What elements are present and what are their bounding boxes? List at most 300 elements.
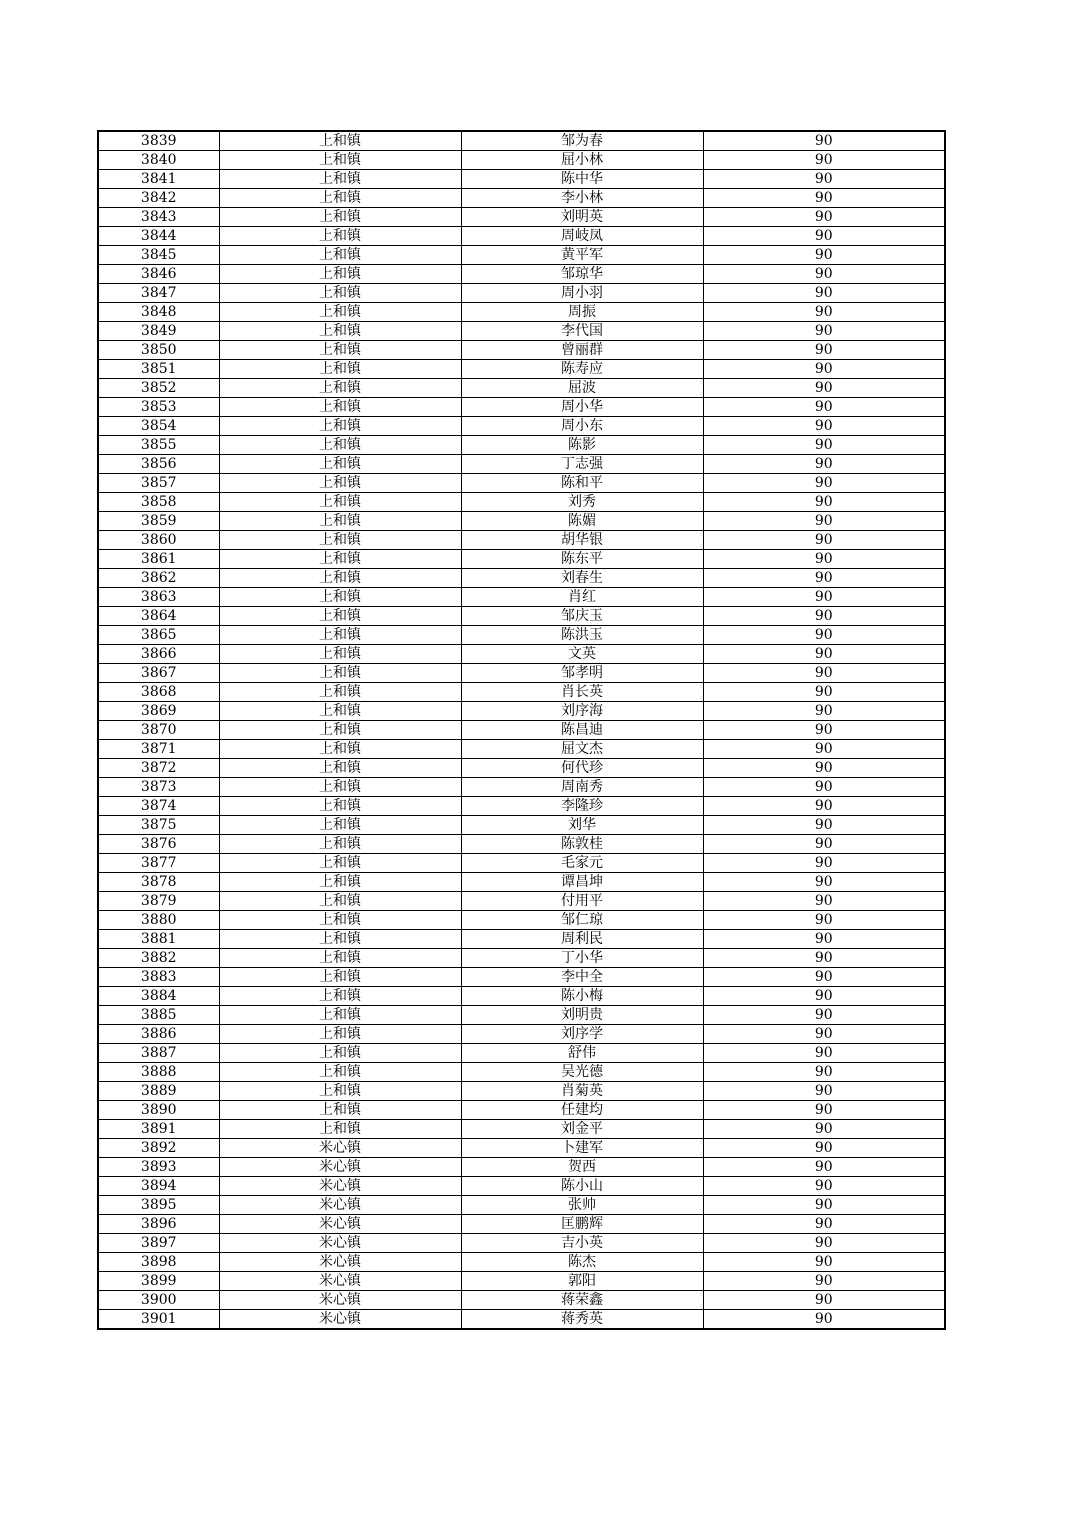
table-row xyxy=(98,835,945,854)
town-cell: 米心镇 xyxy=(219,1177,461,1196)
row-number-cell: 3844 xyxy=(98,227,219,246)
row-number-cell: 3855 xyxy=(98,436,219,455)
score-cell: 90 xyxy=(703,1253,945,1272)
town-cell: 上和镇 xyxy=(219,835,461,854)
name-cell: 屈小林 xyxy=(461,151,703,170)
score-cell: 90 xyxy=(703,1139,945,1158)
score-cell: 90 xyxy=(703,1101,945,1120)
table-row xyxy=(98,740,945,759)
score-cell: 90 xyxy=(703,455,945,474)
town-cell: 上和镇 xyxy=(219,1120,461,1139)
row-number-cell: 3882 xyxy=(98,949,219,968)
town-cell: 米心镇 xyxy=(219,1310,461,1330)
score-cell: 90 xyxy=(703,1291,945,1310)
name-cell: 刘金平 xyxy=(461,1120,703,1139)
row-number-cell: 3889 xyxy=(98,1082,219,1101)
score-cell: 90 xyxy=(703,436,945,455)
score-cell: 90 xyxy=(703,512,945,531)
row-number-cell: 3872 xyxy=(98,759,219,778)
table-body xyxy=(98,131,945,1329)
row-number-cell: 3901 xyxy=(98,1310,219,1330)
score-cell: 90 xyxy=(703,246,945,265)
row-number-cell: 3846 xyxy=(98,265,219,284)
row-number-cell: 3848 xyxy=(98,303,219,322)
row-number-cell: 3843 xyxy=(98,208,219,227)
row-number-cell: 3880 xyxy=(98,911,219,930)
table-row xyxy=(98,721,945,740)
row-number-cell: 3841 xyxy=(98,170,219,189)
table-row xyxy=(98,265,945,284)
table-row xyxy=(98,664,945,683)
table-row xyxy=(98,1177,945,1196)
score-cell: 90 xyxy=(703,550,945,569)
table-row xyxy=(98,436,945,455)
score-cell: 90 xyxy=(703,987,945,1006)
table-row xyxy=(98,683,945,702)
score-cell: 90 xyxy=(703,227,945,246)
score-cell: 90 xyxy=(703,131,945,151)
town-cell: 上和镇 xyxy=(219,398,461,417)
name-cell: 李隆珍 xyxy=(461,797,703,816)
row-number-cell: 3883 xyxy=(98,968,219,987)
name-cell: 刘华 xyxy=(461,816,703,835)
row-number-cell: 3847 xyxy=(98,284,219,303)
score-cell: 90 xyxy=(703,265,945,284)
name-cell: 陈小山 xyxy=(461,1177,703,1196)
table-row xyxy=(98,455,945,474)
score-cell: 90 xyxy=(703,721,945,740)
score-cell: 90 xyxy=(703,949,945,968)
table-row xyxy=(98,645,945,664)
score-cell: 90 xyxy=(703,797,945,816)
table-row xyxy=(98,1101,945,1120)
score-cell: 90 xyxy=(703,379,945,398)
town-cell: 上和镇 xyxy=(219,911,461,930)
score-cell: 90 xyxy=(703,1310,945,1330)
score-cell: 90 xyxy=(703,1177,945,1196)
score-cell: 90 xyxy=(703,588,945,607)
name-cell: 文英 xyxy=(461,645,703,664)
row-number-cell: 3895 xyxy=(98,1196,219,1215)
table-row xyxy=(98,911,945,930)
row-number-cell: 3860 xyxy=(98,531,219,550)
name-cell: 贺西 xyxy=(461,1158,703,1177)
row-number-cell: 3899 xyxy=(98,1272,219,1291)
table-row xyxy=(98,797,945,816)
name-cell: 卜建军 xyxy=(461,1139,703,1158)
town-cell: 米心镇 xyxy=(219,1158,461,1177)
table-row xyxy=(98,930,945,949)
town-cell: 上和镇 xyxy=(219,873,461,892)
name-cell: 丁小华 xyxy=(461,949,703,968)
score-cell: 90 xyxy=(703,1044,945,1063)
row-number-cell: 3881 xyxy=(98,930,219,949)
name-cell: 陈东平 xyxy=(461,550,703,569)
table-row xyxy=(98,208,945,227)
score-cell: 90 xyxy=(703,531,945,550)
town-cell: 米心镇 xyxy=(219,1196,461,1215)
town-cell: 上和镇 xyxy=(219,512,461,531)
name-cell: 周南秀 xyxy=(461,778,703,797)
row-number-cell: 3842 xyxy=(98,189,219,208)
town-cell: 上和镇 xyxy=(219,987,461,1006)
town-cell: 上和镇 xyxy=(219,1063,461,1082)
town-cell: 上和镇 xyxy=(219,265,461,284)
name-cell: 肖长英 xyxy=(461,683,703,702)
name-cell: 邹仁琼 xyxy=(461,911,703,930)
row-number-cell: 3863 xyxy=(98,588,219,607)
name-cell: 张帅 xyxy=(461,1196,703,1215)
town-cell: 上和镇 xyxy=(219,607,461,626)
score-cell: 90 xyxy=(703,1158,945,1177)
score-cell: 90 xyxy=(703,341,945,360)
town-cell: 上和镇 xyxy=(219,303,461,322)
row-number-cell: 3891 xyxy=(98,1120,219,1139)
row-number-cell: 3864 xyxy=(98,607,219,626)
name-cell: 周岐凤 xyxy=(461,227,703,246)
name-cell: 胡华银 xyxy=(461,531,703,550)
score-cell: 90 xyxy=(703,968,945,987)
row-number-cell: 3857 xyxy=(98,474,219,493)
table-row xyxy=(98,816,945,835)
row-number-cell: 3873 xyxy=(98,778,219,797)
town-cell: 上和镇 xyxy=(219,417,461,436)
name-cell: 陈敦桂 xyxy=(461,835,703,854)
town-cell: 上和镇 xyxy=(219,474,461,493)
town-cell: 米心镇 xyxy=(219,1291,461,1310)
town-cell: 上和镇 xyxy=(219,455,461,474)
row-number-cell: 3893 xyxy=(98,1158,219,1177)
name-cell: 邹庆玉 xyxy=(461,607,703,626)
table-row xyxy=(98,417,945,436)
table-row xyxy=(98,322,945,341)
name-cell: 邹琼华 xyxy=(461,265,703,284)
name-cell: 蒋秀英 xyxy=(461,1310,703,1330)
table-row xyxy=(98,284,945,303)
table-row xyxy=(98,398,945,417)
table-row xyxy=(98,987,945,1006)
name-cell: 陈媚 xyxy=(461,512,703,531)
table-row xyxy=(98,778,945,797)
score-cell: 90 xyxy=(703,911,945,930)
score-cell: 90 xyxy=(703,778,945,797)
score-cell: 90 xyxy=(703,607,945,626)
town-cell: 上和镇 xyxy=(219,1025,461,1044)
score-cell: 90 xyxy=(703,1006,945,1025)
table-row xyxy=(98,854,945,873)
town-cell: 上和镇 xyxy=(219,1006,461,1025)
score-cell: 90 xyxy=(703,208,945,227)
table-row xyxy=(98,1234,945,1253)
score-cell: 90 xyxy=(703,151,945,170)
row-number-cell: 3870 xyxy=(98,721,219,740)
row-number-cell: 3869 xyxy=(98,702,219,721)
town-cell: 上和镇 xyxy=(219,683,461,702)
town-cell: 上和镇 xyxy=(219,1101,461,1120)
town-cell: 上和镇 xyxy=(219,379,461,398)
table-row xyxy=(98,474,945,493)
row-number-cell: 3845 xyxy=(98,246,219,265)
town-cell: 上和镇 xyxy=(219,778,461,797)
score-cell: 90 xyxy=(703,664,945,683)
town-cell: 上和镇 xyxy=(219,131,461,151)
town-cell: 上和镇 xyxy=(219,759,461,778)
table-row xyxy=(98,341,945,360)
name-cell: 屈波 xyxy=(461,379,703,398)
town-cell: 上和镇 xyxy=(219,436,461,455)
row-number-cell: 3875 xyxy=(98,816,219,835)
row-number-cell: 3879 xyxy=(98,892,219,911)
row-number-cell: 3854 xyxy=(98,417,219,436)
town-cell: 上和镇 xyxy=(219,930,461,949)
score-cell: 90 xyxy=(703,417,945,436)
score-cell: 90 xyxy=(703,759,945,778)
score-cell: 90 xyxy=(703,303,945,322)
town-cell: 上和镇 xyxy=(219,284,461,303)
town-cell: 上和镇 xyxy=(219,949,461,968)
town-cell: 上和镇 xyxy=(219,626,461,645)
table-row xyxy=(98,1158,945,1177)
row-number-cell: 3900 xyxy=(98,1291,219,1310)
town-cell: 上和镇 xyxy=(219,569,461,588)
table-row xyxy=(98,246,945,265)
town-cell: 上和镇 xyxy=(219,151,461,170)
table-row xyxy=(98,892,945,911)
table-row xyxy=(98,360,945,379)
name-cell: 刘序海 xyxy=(461,702,703,721)
row-number-cell: 3867 xyxy=(98,664,219,683)
score-cell: 90 xyxy=(703,1196,945,1215)
name-cell: 匡鹏辉 xyxy=(461,1215,703,1234)
name-cell: 陈寿应 xyxy=(461,360,703,379)
name-cell: 任建均 xyxy=(461,1101,703,1120)
score-cell: 90 xyxy=(703,1120,945,1139)
row-number-cell: 3885 xyxy=(98,1006,219,1025)
name-cell: 陈洪玉 xyxy=(461,626,703,645)
name-cell: 邹为春 xyxy=(461,131,703,151)
row-number-cell: 3878 xyxy=(98,873,219,892)
town-cell: 上和镇 xyxy=(219,246,461,265)
name-cell: 刘春生 xyxy=(461,569,703,588)
data-table xyxy=(97,130,946,1330)
row-number-cell: 3862 xyxy=(98,569,219,588)
table-row xyxy=(98,588,945,607)
name-cell: 刘明贵 xyxy=(461,1006,703,1025)
table-row xyxy=(98,1139,945,1158)
table-row xyxy=(98,607,945,626)
table-row xyxy=(98,1082,945,1101)
table-row xyxy=(98,303,945,322)
town-cell: 上和镇 xyxy=(219,721,461,740)
town-cell: 米心镇 xyxy=(219,1253,461,1272)
score-cell: 90 xyxy=(703,740,945,759)
table-row xyxy=(98,1025,945,1044)
score-cell: 90 xyxy=(703,626,945,645)
table-row xyxy=(98,1310,945,1330)
town-cell: 上和镇 xyxy=(219,493,461,512)
name-cell: 肖菊英 xyxy=(461,1082,703,1101)
row-number-cell: 3858 xyxy=(98,493,219,512)
score-cell: 90 xyxy=(703,493,945,512)
score-cell: 90 xyxy=(703,1234,945,1253)
town-cell: 上和镇 xyxy=(219,1082,461,1101)
row-number-cell: 3871 xyxy=(98,740,219,759)
score-cell: 90 xyxy=(703,816,945,835)
row-number-cell: 3887 xyxy=(98,1044,219,1063)
table-row xyxy=(98,1253,945,1272)
town-cell: 上和镇 xyxy=(219,170,461,189)
score-cell: 90 xyxy=(703,398,945,417)
name-cell: 李代国 xyxy=(461,322,703,341)
table-row xyxy=(98,1006,945,1025)
table-row xyxy=(98,531,945,550)
name-cell: 陈昌迪 xyxy=(461,721,703,740)
name-cell: 陈中华 xyxy=(461,170,703,189)
table-row xyxy=(98,1215,945,1234)
town-cell: 上和镇 xyxy=(219,531,461,550)
town-cell: 上和镇 xyxy=(219,854,461,873)
row-number-cell: 3861 xyxy=(98,550,219,569)
score-cell: 90 xyxy=(703,930,945,949)
town-cell: 上和镇 xyxy=(219,227,461,246)
table-row xyxy=(98,512,945,531)
score-cell: 90 xyxy=(703,474,945,493)
table-row xyxy=(98,759,945,778)
row-number-cell: 3886 xyxy=(98,1025,219,1044)
score-cell: 90 xyxy=(703,683,945,702)
table-row xyxy=(98,131,945,151)
town-cell: 上和镇 xyxy=(219,740,461,759)
town-cell: 上和镇 xyxy=(219,892,461,911)
row-number-cell: 3894 xyxy=(98,1177,219,1196)
row-number-cell: 3877 xyxy=(98,854,219,873)
table-row xyxy=(98,702,945,721)
table-row xyxy=(98,1063,945,1082)
name-cell: 周振 xyxy=(461,303,703,322)
town-cell: 上和镇 xyxy=(219,208,461,227)
name-cell: 肖红 xyxy=(461,588,703,607)
name-cell: 陈影 xyxy=(461,436,703,455)
score-cell: 90 xyxy=(703,284,945,303)
score-cell: 90 xyxy=(703,189,945,208)
town-cell: 上和镇 xyxy=(219,968,461,987)
table-row xyxy=(98,1291,945,1310)
row-number-cell: 3874 xyxy=(98,797,219,816)
name-cell: 周小羽 xyxy=(461,284,703,303)
table-row xyxy=(98,1120,945,1139)
row-number-cell: 3859 xyxy=(98,512,219,531)
row-number-cell: 3892 xyxy=(98,1139,219,1158)
row-number-cell: 3865 xyxy=(98,626,219,645)
score-cell: 90 xyxy=(703,569,945,588)
table-row xyxy=(98,968,945,987)
row-number-cell: 3890 xyxy=(98,1101,219,1120)
row-number-cell: 3868 xyxy=(98,683,219,702)
table-row xyxy=(98,550,945,569)
town-cell: 上和镇 xyxy=(219,341,461,360)
row-number-cell: 3897 xyxy=(98,1234,219,1253)
row-number-cell: 3850 xyxy=(98,341,219,360)
town-cell: 米心镇 xyxy=(219,1234,461,1253)
table-row xyxy=(98,1272,945,1291)
name-cell: 郭阳 xyxy=(461,1272,703,1291)
score-cell: 90 xyxy=(703,322,945,341)
table-row xyxy=(98,493,945,512)
name-cell: 李小林 xyxy=(461,189,703,208)
score-cell: 90 xyxy=(703,645,945,664)
score-cell: 90 xyxy=(703,873,945,892)
score-cell: 90 xyxy=(703,702,945,721)
town-cell: 上和镇 xyxy=(219,322,461,341)
row-number-cell: 3852 xyxy=(98,379,219,398)
town-cell: 上和镇 xyxy=(219,702,461,721)
row-number-cell: 3849 xyxy=(98,322,219,341)
town-cell: 上和镇 xyxy=(219,797,461,816)
name-cell: 吴光德 xyxy=(461,1063,703,1082)
town-cell: 米心镇 xyxy=(219,1139,461,1158)
name-cell: 陈和平 xyxy=(461,474,703,493)
score-cell: 90 xyxy=(703,854,945,873)
score-cell: 90 xyxy=(703,170,945,189)
table-row xyxy=(98,170,945,189)
name-cell: 曾丽群 xyxy=(461,341,703,360)
table-row xyxy=(98,626,945,645)
row-number-cell: 3856 xyxy=(98,455,219,474)
score-cell: 90 xyxy=(703,1063,945,1082)
row-number-cell: 3898 xyxy=(98,1253,219,1272)
row-number-cell: 3884 xyxy=(98,987,219,1006)
name-cell: 李中全 xyxy=(461,968,703,987)
score-cell: 90 xyxy=(703,1272,945,1291)
name-cell: 屈文杰 xyxy=(461,740,703,759)
town-cell: 上和镇 xyxy=(219,189,461,208)
town-cell: 上和镇 xyxy=(219,664,461,683)
table-row xyxy=(98,949,945,968)
row-number-cell: 3840 xyxy=(98,151,219,170)
score-cell: 90 xyxy=(703,835,945,854)
table-row xyxy=(98,569,945,588)
table-row xyxy=(98,227,945,246)
row-number-cell: 3896 xyxy=(98,1215,219,1234)
name-cell: 周小华 xyxy=(461,398,703,417)
town-cell: 上和镇 xyxy=(219,360,461,379)
name-cell: 刘序学 xyxy=(461,1025,703,1044)
score-cell: 90 xyxy=(703,892,945,911)
score-cell: 90 xyxy=(703,1215,945,1234)
name-cell: 何代珍 xyxy=(461,759,703,778)
row-number-cell: 3888 xyxy=(98,1063,219,1082)
name-cell: 毛家元 xyxy=(461,854,703,873)
score-cell: 90 xyxy=(703,360,945,379)
name-cell: 邹孝明 xyxy=(461,664,703,683)
town-cell: 上和镇 xyxy=(219,1044,461,1063)
row-number-cell: 3851 xyxy=(98,360,219,379)
score-cell: 90 xyxy=(703,1025,945,1044)
table-row xyxy=(98,873,945,892)
table-row xyxy=(98,1196,945,1215)
town-cell: 上和镇 xyxy=(219,816,461,835)
name-cell: 舒伟 xyxy=(461,1044,703,1063)
name-cell: 陈杰 xyxy=(461,1253,703,1272)
row-number-cell: 3876 xyxy=(98,835,219,854)
name-cell: 陈小梅 xyxy=(461,987,703,1006)
row-number-cell: 3853 xyxy=(98,398,219,417)
town-cell: 上和镇 xyxy=(219,645,461,664)
name-cell: 吉小英 xyxy=(461,1234,703,1253)
town-cell: 上和镇 xyxy=(219,550,461,569)
row-number-cell: 3839 xyxy=(98,131,219,151)
name-cell: 蒋荣鑫 xyxy=(461,1291,703,1310)
